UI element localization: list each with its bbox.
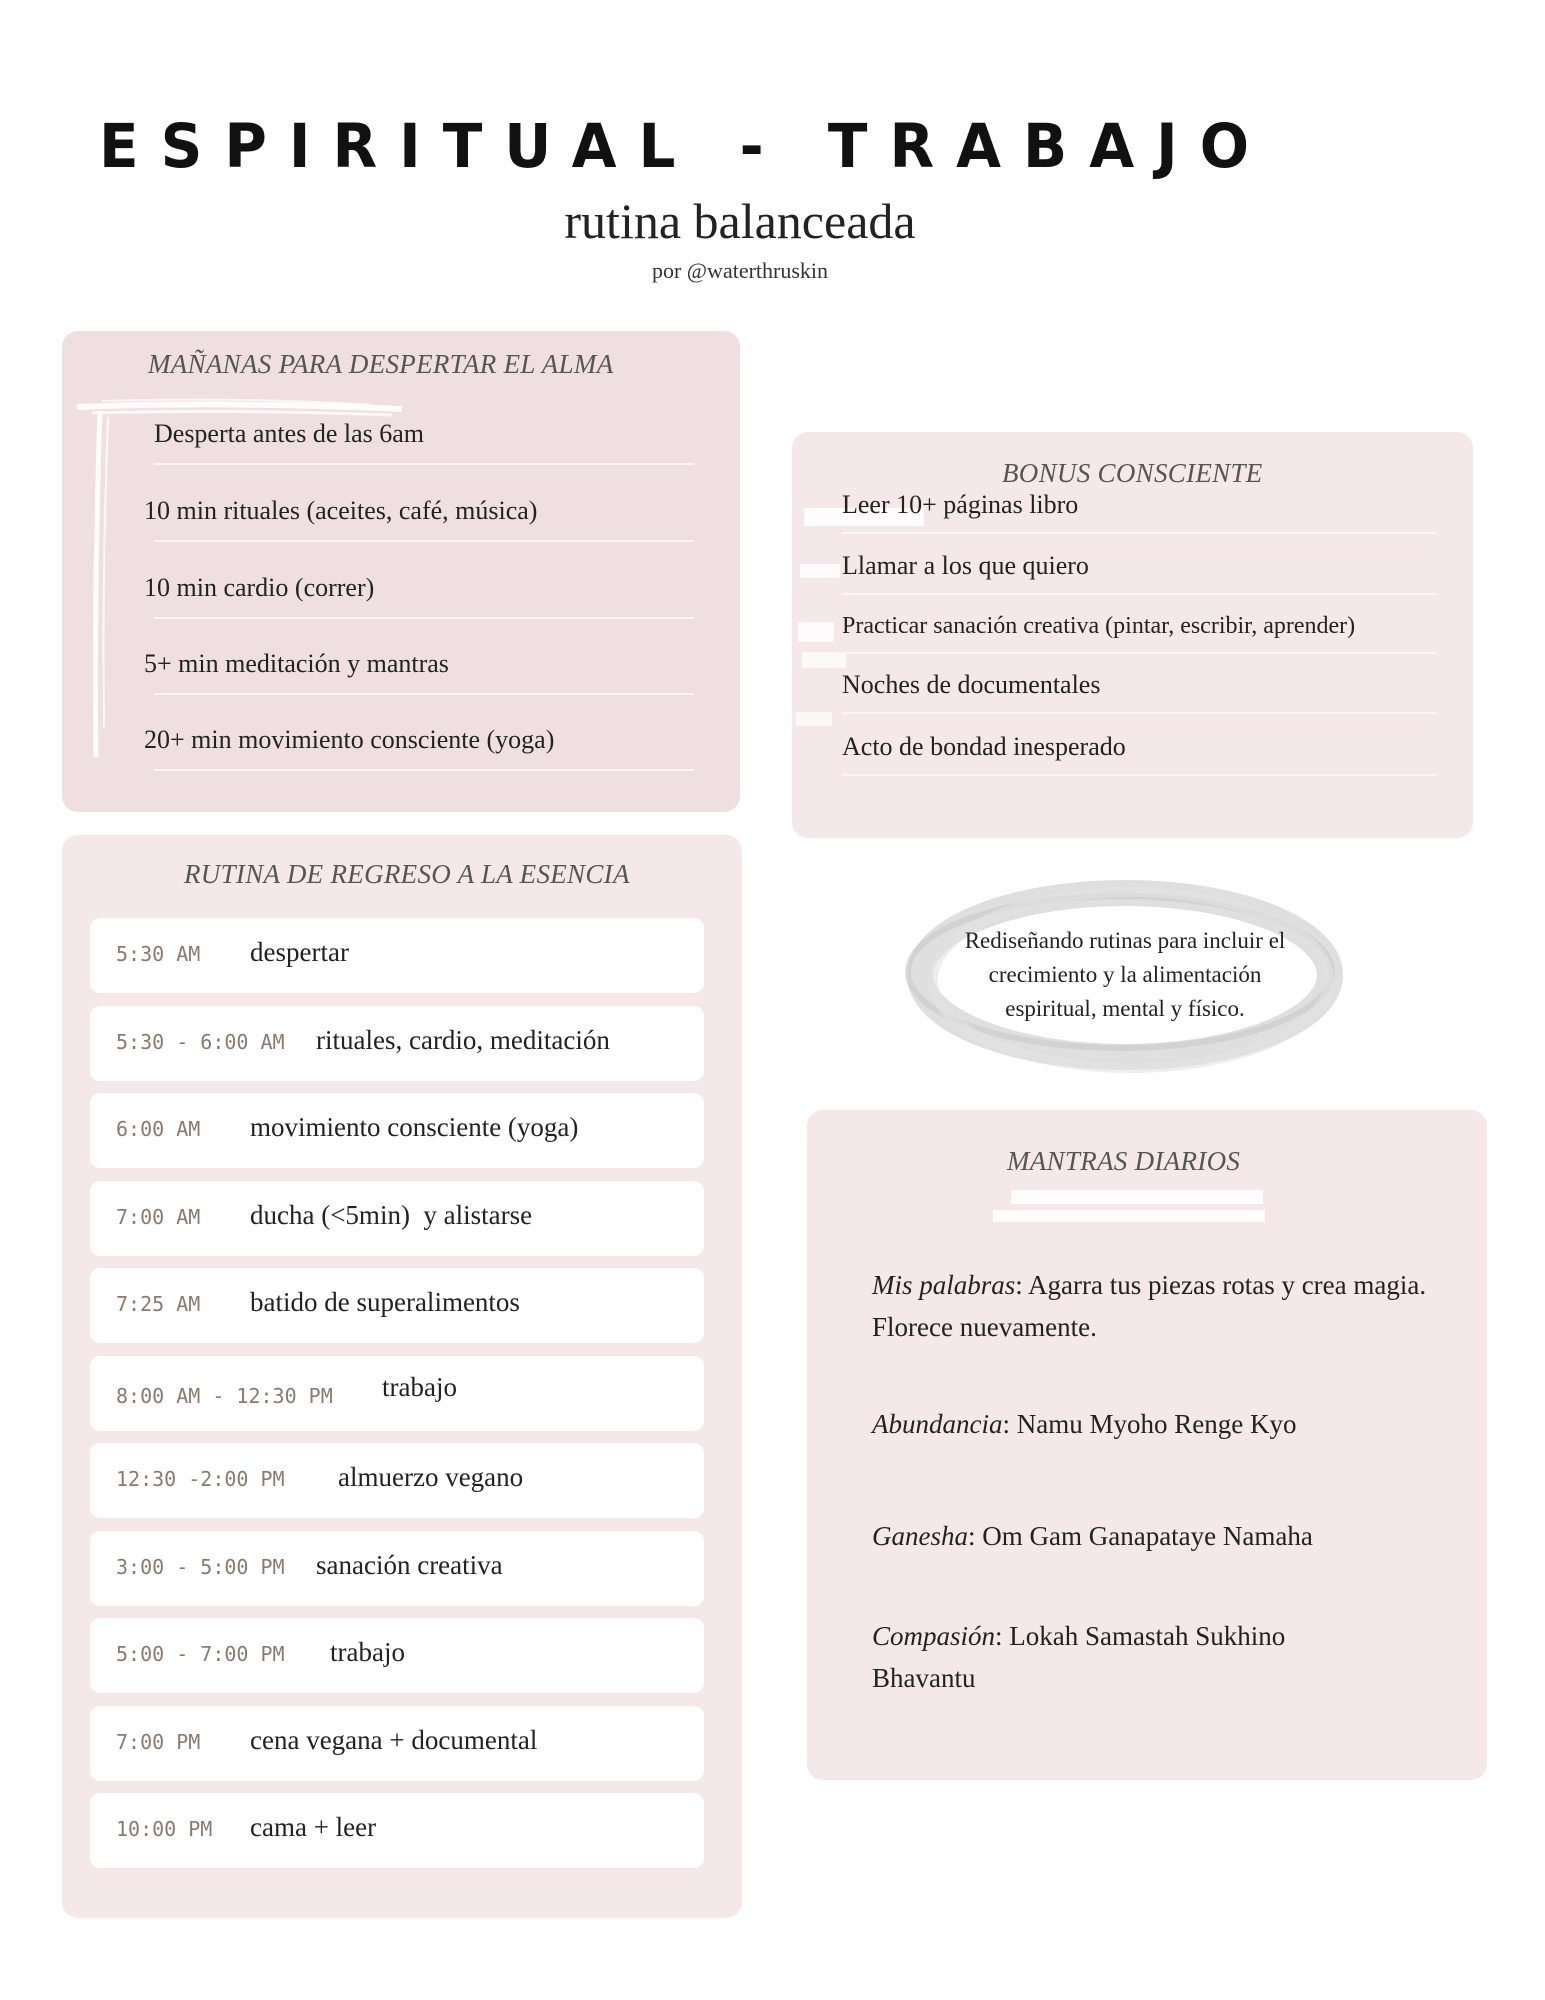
schedule-activity: ducha (<5min) y alistarse [250, 1200, 533, 1230]
mananas-item: 5+ min meditación y mantras [154, 617, 694, 695]
schedule-row [90, 1093, 704, 1168]
schedule-time: 7:00 AM [116, 1205, 201, 1229]
mantra-item: Ganesha: Om Gam Ganapataye Namaha [872, 1521, 1313, 1551]
rutina-card [62, 835, 742, 1918]
schedule-time: 7:25 AM [116, 1292, 201, 1316]
schedule-time: 5:30 - 6:00 AM [116, 1030, 285, 1054]
schedule-time: 5:30 AM [116, 942, 201, 966]
bonus-item: Leer 10+ páginas libro [842, 472, 1437, 534]
schedule-activity: almuerzo vegano [338, 1462, 524, 1492]
rutina-heading: RUTINA DE REGRESO A LA ESENCIA [184, 859, 630, 889]
schedule-activity: trabajo [382, 1372, 457, 1402]
schedule-activity: sanación creativa [316, 1550, 503, 1580]
mananas-item: 20+ min movimiento consciente (yoga) [154, 693, 694, 771]
schedule-row [90, 1531, 704, 1606]
quote-block [905, 878, 1345, 1068]
brush-underline-decoration [987, 1186, 1287, 1236]
mananas-heading: MAÑANAS PARA DESPERTAR EL ALMA [148, 349, 614, 379]
schedule-row [90, 1443, 704, 1518]
schedule-row [90, 1006, 704, 1081]
schedule-activity: batido de superalimentos [250, 1287, 520, 1317]
schedule-row [90, 1706, 704, 1781]
schedule-row [90, 1181, 704, 1256]
mantra-item: Abundancia: Namu Myoho Renge Kyo [872, 1409, 1297, 1439]
mantra-item: Mis palabras: Agarra tus piezas rotas y crea magia. Florece nuevamente. [872, 1270, 1427, 1342]
schedule-activity: cena vegana + documental [250, 1725, 538, 1755]
schedule-row [90, 1268, 704, 1343]
mananas-item: Desperta antes de las 6am [154, 387, 694, 465]
schedule-time: 6:00 AM [116, 1117, 201, 1141]
page-subtitle: rutina balanceada [564, 193, 916, 249]
bonus-item: Acto de bondad inesperado [842, 714, 1437, 776]
mantra-item: Compasión: Lokah Samastah Sukhino Bhavantu [872, 1621, 1286, 1693]
schedule-time: 7:00 PM [116, 1730, 201, 1754]
schedule-time: 3:00 - 5:00 PM [116, 1555, 285, 1579]
schedule-row [90, 1618, 704, 1693]
schedule-activity: cama + leer [250, 1812, 377, 1842]
bonus-heading: BONUS CONSCIENTE [1002, 458, 1263, 488]
schedule-row [90, 1356, 704, 1431]
schedule-row [90, 918, 704, 993]
schedule-time: 10:00 PM [116, 1817, 213, 1841]
schedule-time: 5:00 - 7:00 PM [116, 1642, 285, 1666]
schedule-activity: despertar [250, 937, 349, 967]
mantras-card [807, 1110, 1487, 1780]
schedule-time: 12:30 -2:00 PM [116, 1467, 285, 1491]
quote-text: Rediseñando rutinas para incluir el crecimiento y la alimentación espiritual, mental y físico. [964, 928, 1286, 1021]
page-title: ESPIRITUAL - TRABAJO [99, 110, 1271, 182]
mananas-card [62, 331, 740, 812]
mantras-heading: MANTRAS DIARIOS [1007, 1146, 1241, 1176]
author-credit: por @waterthruskin [651, 258, 829, 283]
schedule-activity: trabajo [330, 1637, 405, 1667]
bonus-item: Practicar sanación creativa (pintar, escribir, aprender) [842, 592, 1437, 654]
schedule-row [90, 1793, 704, 1868]
bonus-item: Llamar a los que quiero [842, 533, 1437, 595]
schedule-time: 8:00 AM - 12:30 PM [116, 1384, 333, 1408]
schedule-activity: movimiento consciente (yoga) [250, 1112, 579, 1142]
mananas-item: 10 min cardio (correr) [154, 541, 694, 619]
bonus-item: Noches de documentales [842, 652, 1437, 714]
mananas-item: 10 min rituales (aceites, café, música) [154, 464, 694, 542]
schedule-activity: rituales, cardio, meditación [316, 1025, 610, 1055]
bonus-card [792, 432, 1473, 838]
